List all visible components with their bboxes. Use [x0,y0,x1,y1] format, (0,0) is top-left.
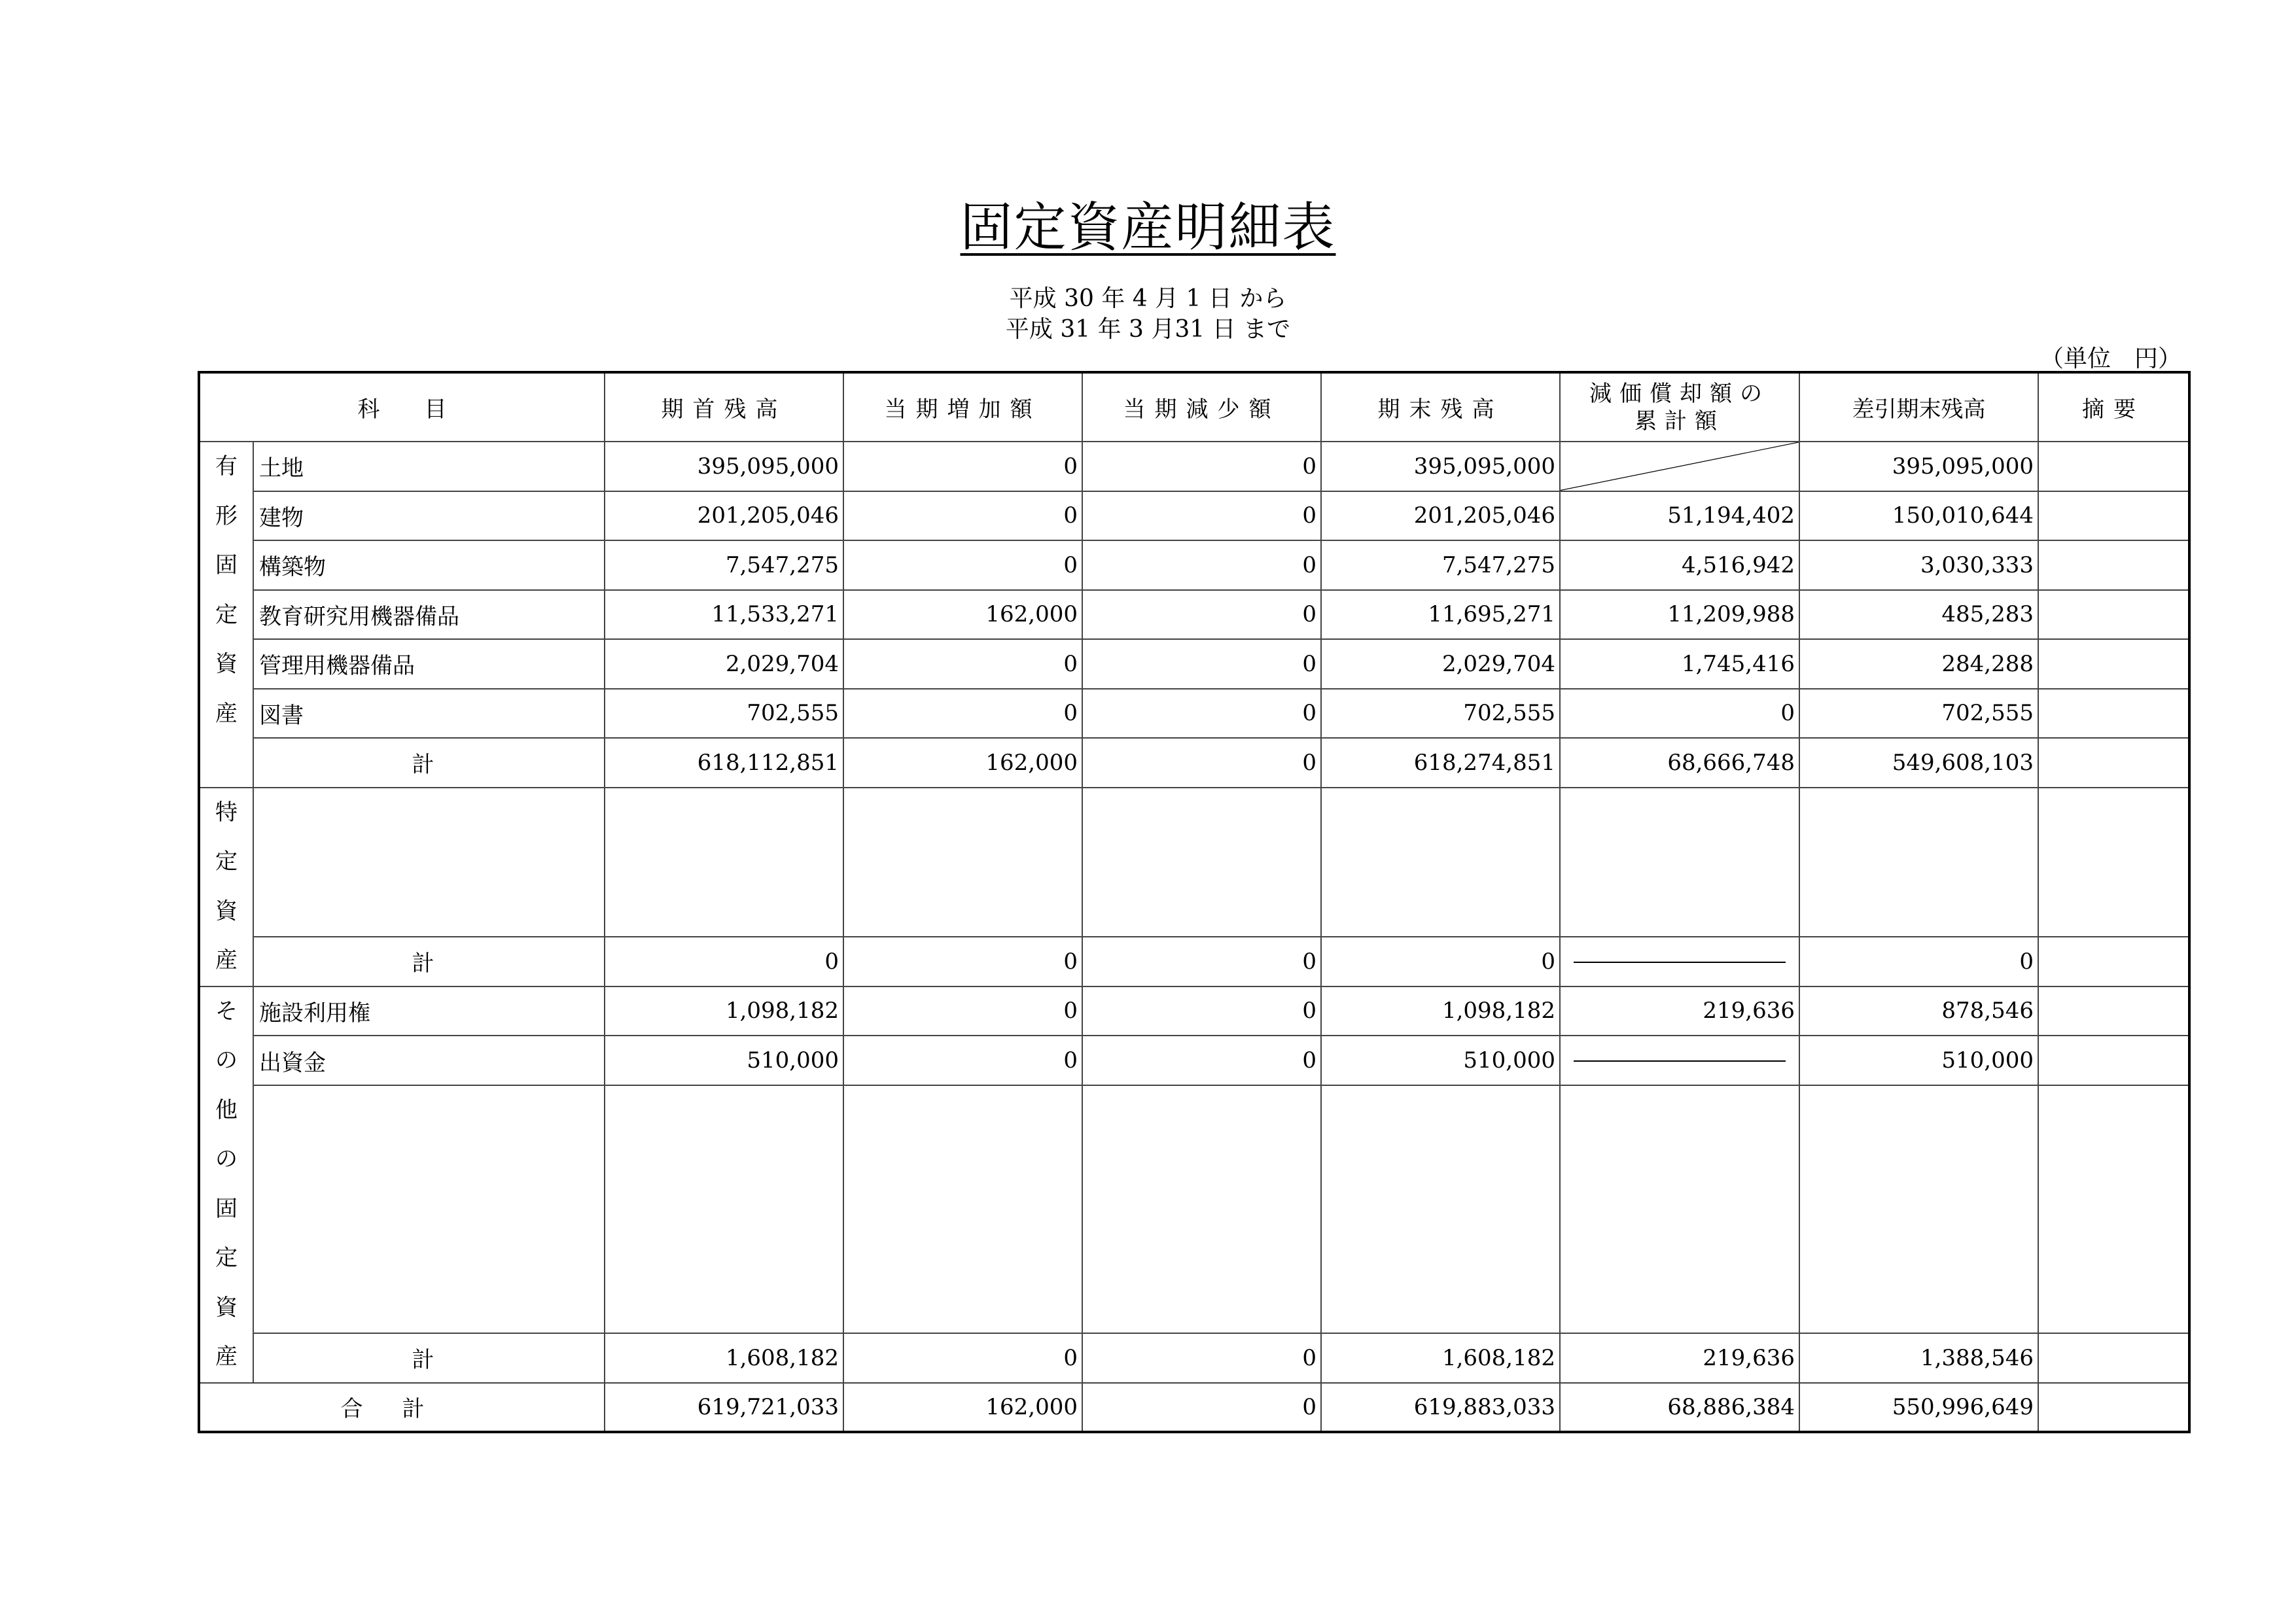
category-char: 固 [215,552,238,578]
decrease-value: 0 [1082,689,1321,739]
item-name: 出資金 [253,1036,605,1085]
category-char: 定 [215,601,238,628]
depreciation-value: 11,209,988 [1560,590,1799,640]
closing-value: 2,029,704 [1321,639,1560,689]
empty-cell [605,788,843,937]
closing-value: 1,098,182 [1321,986,1560,1036]
increase-value: 0 [843,442,1082,491]
item-name: 土地 [253,442,605,491]
subtotal-row-specific [199,937,2189,986]
document-title-wrap [0,185,2296,260]
empty-cell [1560,1085,1799,1333]
depreciation-value: 68,886,384 [1560,1383,1799,1433]
empty-cell [843,1085,1082,1333]
category-tangible [199,442,253,788]
category-char: 資 [215,898,238,924]
depreciation-value: 51,194,402 [1560,491,1799,541]
decrease-value: 0 [1082,986,1321,1036]
opening-value: 1,098,182 [605,986,843,1036]
empty-cell [1321,1085,1560,1333]
decrease-value: 0 [1082,937,1321,986]
net-value: 510,000 [1799,1036,2038,1085]
increase-value: 162,000 [843,1383,1082,1433]
remarks-cell [2038,986,2189,1036]
depreciation-value: 68,666,748 [1560,738,1799,788]
document-title: 固定資産明細表 [960,197,1336,258]
remarks-cell [2038,442,2189,491]
category-char: 資 [215,651,238,677]
net-value: 3,030,333 [1799,540,2038,590]
closing-value: 510,000 [1321,1036,1560,1085]
closing-value: 1,608,182 [1321,1333,1560,1383]
decrease-value: 0 [1082,1383,1321,1433]
table-row [199,689,2189,739]
empty-cell [253,1085,605,1333]
empty-cell [253,788,605,937]
table-row [199,540,2189,590]
increase-value: 162,000 [843,590,1082,640]
increase-value: 0 [843,937,1082,986]
net-value: 395,095,000 [1799,442,2038,491]
closing-value: 201,205,046 [1321,491,1560,541]
grand-total-row [199,1383,2189,1433]
depreciation-value: 219,636 [1560,986,1799,1036]
item-name: 施設利用権 [253,986,605,1036]
depreciation-value: 4,516,942 [1560,540,1799,590]
category-other [199,986,253,1383]
decrease-value: 0 [1082,590,1321,640]
empty-cell [1321,788,1560,937]
category-char: 定 [215,1245,238,1271]
unit-label: （単位 円） [2040,345,2181,372]
remarks-cell [2038,590,2189,640]
remarks-cell [2038,1036,2189,1085]
net-value: 702,555 [1799,689,2038,739]
category-char: そ [215,998,238,1024]
closing-value: 618,274,851 [1321,738,1560,788]
table-row-empty [199,1085,2189,1333]
subtotal-row-tangible [199,738,2189,788]
empty-cell [1560,788,1799,937]
depreciation-na-dash [1560,1036,1799,1085]
category-specific [199,788,253,986]
opening-value: 395,095,000 [605,442,843,491]
subtotal-label: 計 [253,937,605,986]
opening-value: 1,608,182 [605,1333,843,1383]
decrease-value: 0 [1082,442,1321,491]
header-closing: 期末残高 [1321,372,1560,442]
increase-value: 0 [843,639,1082,689]
net-value: 550,996,649 [1799,1383,2038,1433]
net-value: 150,010,644 [1799,491,2038,541]
table-row [199,442,2189,491]
empty-cell [2038,1085,2189,1333]
table-row [199,590,2189,640]
opening-value: 618,112,851 [605,738,843,788]
category-char: 定 [215,848,238,875]
empty-cell [1799,1085,2038,1333]
item-name: 管理用機器備品 [253,639,605,689]
opening-value: 2,029,704 [605,639,843,689]
subtotal-label: 計 [253,1333,605,1383]
net-value: 284,288 [1799,639,2038,689]
remarks-cell [2038,689,2189,739]
decrease-value: 0 [1082,1036,1321,1085]
header-increase: 当期増加額 [843,372,1082,442]
net-value: 878,546 [1799,986,2038,1036]
depreciation-na-dash [1560,937,1799,986]
header-depreciation-line2: 累計額 [1634,408,1725,434]
opening-value: 11,533,271 [605,590,843,640]
category-char: の [215,1146,238,1172]
remarks-cell [2038,738,2189,788]
category-char: 特 [215,799,238,826]
remarks-cell [2038,540,2189,590]
closing-value: 0 [1321,937,1560,986]
opening-value: 619,721,033 [605,1383,843,1433]
opening-value: 0 [605,937,843,986]
depreciation-value: 0 [1560,689,1799,739]
increase-value: 0 [843,986,1082,1036]
decrease-value: 0 [1082,639,1321,689]
category-char: 産 [215,700,238,727]
subtotal-row-other [199,1333,2189,1383]
grand-total-label: 合計 [199,1383,605,1433]
header-row [199,372,2189,442]
category-char: 産 [215,947,238,973]
opening-value: 702,555 [605,689,843,739]
item-name: 教育研究用機器備品 [253,590,605,640]
empty-cell [1082,788,1321,937]
empty-cell [2038,788,2189,937]
closing-value: 11,695,271 [1321,590,1560,640]
item-name: 図書 [253,689,605,739]
header-depreciation [1560,372,1799,442]
opening-value: 510,000 [605,1036,843,1085]
header-depreciation-line1: 減価償却額の [1589,380,1770,407]
net-value: 0 [1799,937,2038,986]
closing-value: 7,547,275 [1321,540,1560,590]
header-net: 差引期末残高 [1799,372,2038,442]
closing-value: 395,095,000 [1321,442,1560,491]
table-row [199,491,2189,541]
increase-value: 0 [843,540,1082,590]
decrease-value: 0 [1082,491,1321,541]
remarks-cell [2038,937,2189,986]
category-char: の [215,1047,238,1073]
period-to: 平成 31 年 3 月31 日 まで [1005,316,1291,343]
table-row-empty [199,788,2189,937]
empty-cell [1799,788,2038,937]
increase-value: 0 [843,1036,1082,1085]
header-subject: 科 目 [199,372,605,442]
category-char: 資 [215,1294,238,1321]
table-row [199,986,2189,1036]
closing-value: 702,555 [1321,689,1560,739]
net-value: 485,283 [1799,590,2038,640]
increase-value: 0 [843,1333,1082,1383]
net-value: 549,608,103 [1799,738,2038,788]
increase-value: 0 [843,689,1082,739]
increase-value: 162,000 [843,738,1082,788]
depreciation-value: 1,745,416 [1560,639,1799,689]
empty-cell [843,788,1082,937]
depreciation-na-diagonal [1560,442,1799,491]
item-name: 建物 [253,491,605,541]
decrease-value: 0 [1082,738,1321,788]
empty-cell [605,1085,843,1333]
category-char: 産 [215,1344,238,1370]
category-char: 他 [215,1096,238,1123]
closing-value: 619,883,033 [1321,1383,1560,1433]
remarks-cell [2038,639,2189,689]
header-decrease: 当期減少額 [1082,372,1321,442]
decrease-value: 0 [1082,1333,1321,1383]
empty-cell [1082,1085,1321,1333]
header-opening: 期首残高 [605,372,843,442]
period-from: 平成 30 年 4 月 1 日 から [1009,285,1287,312]
depreciation-value: 219,636 [1560,1333,1799,1383]
subtotal-label: 計 [253,738,605,788]
header-remarks: 摘要 [2038,372,2189,442]
net-value: 1,388,546 [1799,1333,2038,1383]
table-row [199,1036,2189,1085]
opening-value: 7,547,275 [605,540,843,590]
table-row [199,639,2189,689]
remarks-cell [2038,1383,2189,1433]
increase-value: 0 [843,491,1082,541]
decrease-value: 0 [1082,540,1321,590]
category-char: 固 [215,1195,238,1222]
fixed-asset-table [198,371,2191,1433]
category-char: 有 [215,453,238,480]
item-name: 構築物 [253,540,605,590]
remarks-cell [2038,491,2189,541]
remarks-cell [2038,1333,2189,1383]
category-char: 形 [215,502,238,529]
opening-value: 201,205,046 [605,491,843,541]
